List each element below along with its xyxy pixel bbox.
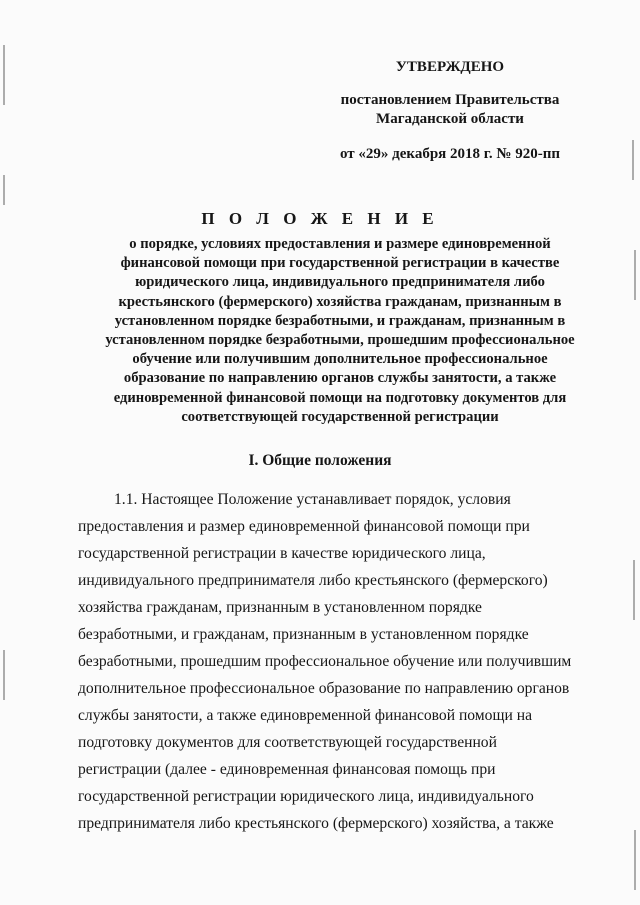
subject-line: юридического лица, индивидуального предпринимателя либо: [135, 274, 545, 291]
approved-label: УТВЕРЖДЕНО: [395, 59, 505, 75]
subject-line: образование по направлению органов службы занятости, а также: [123, 370, 557, 387]
scan-edge-mark: [3, 650, 5, 700]
subject-line: крестьянского (фермерского) хозяйства гражданам, признанным в: [118, 293, 562, 310]
scan-edge-mark: [634, 830, 636, 890]
approval-line-1: постановлением Правительства: [340, 92, 560, 108]
subject-line: соответствующей государственной регистрации: [181, 408, 499, 425]
body-line: индивидуального предпринимателя либо крестьянского (фермерского): [78, 572, 548, 589]
decree-number: от «29» декабря 2018 г. № 920-пп: [339, 146, 560, 162]
subject-line: о порядке, условиях предоставления и размере единовременной: [129, 236, 551, 252]
subject-line: обучение или получившим дополнительное профессиональное: [132, 351, 548, 368]
body-line: подготовку документов для соответствующей государственной: [78, 734, 497, 751]
scan-edge-mark: [632, 140, 634, 180]
scan-edge-mark: [634, 250, 636, 300]
body-line: службы занятости, а также единовременной финансовой помощи на: [78, 707, 532, 724]
body-line: государственной регистрации в качестве юридического лица,: [78, 545, 486, 562]
scan-edge-mark: [3, 45, 5, 105]
body-line: безработными, и гражданам, признанным в установленном порядке: [78, 626, 529, 643]
body-line: 1.1. Настоящее Положение устанавливает порядок, условия: [114, 491, 511, 508]
body-line: дополнительное профессиональное образование по направлению органов: [78, 680, 570, 697]
paragraph-1-1: [78, 486, 571, 837]
subject-line: установленном порядке безработными, прошедшим профессиональное: [105, 332, 575, 349]
body-line: государственной регистрации юридического лица, индивидуального: [78, 788, 534, 805]
subject-line: единовременной финансовой помощи на подготовку документов для: [113, 389, 567, 406]
body-line: предпринимателя либо крестьянского (фермерского) хозяйства, а также: [78, 815, 554, 832]
subject-line: финансовой помощи при государственной регистрации в качестве: [120, 255, 560, 272]
body-line: хозяйства гражданам, признанным в установленном порядке: [78, 599, 482, 616]
scan-edge-mark: [633, 560, 635, 620]
document-title: П О Л О Ж Е Н И Е: [201, 209, 439, 228]
approval-stamp: [330, 58, 570, 164]
approval-line-2: Магаданской области: [376, 111, 524, 127]
section-heading: I. Общие положения: [248, 452, 392, 469]
document-subject: [100, 235, 580, 427]
subject-line: установленном порядке безработными, и гражданам, признанным в: [114, 312, 566, 329]
body-line: регистрации (далее - единовременная финансовая помощь при: [78, 761, 496, 778]
body-line: предоставления и размер единовременной финансовой помощи при: [78, 518, 530, 535]
scan-edge-mark: [3, 175, 5, 205]
body-line: безработными, прошедшим профессиональное обучение или получившим: [78, 653, 572, 670]
